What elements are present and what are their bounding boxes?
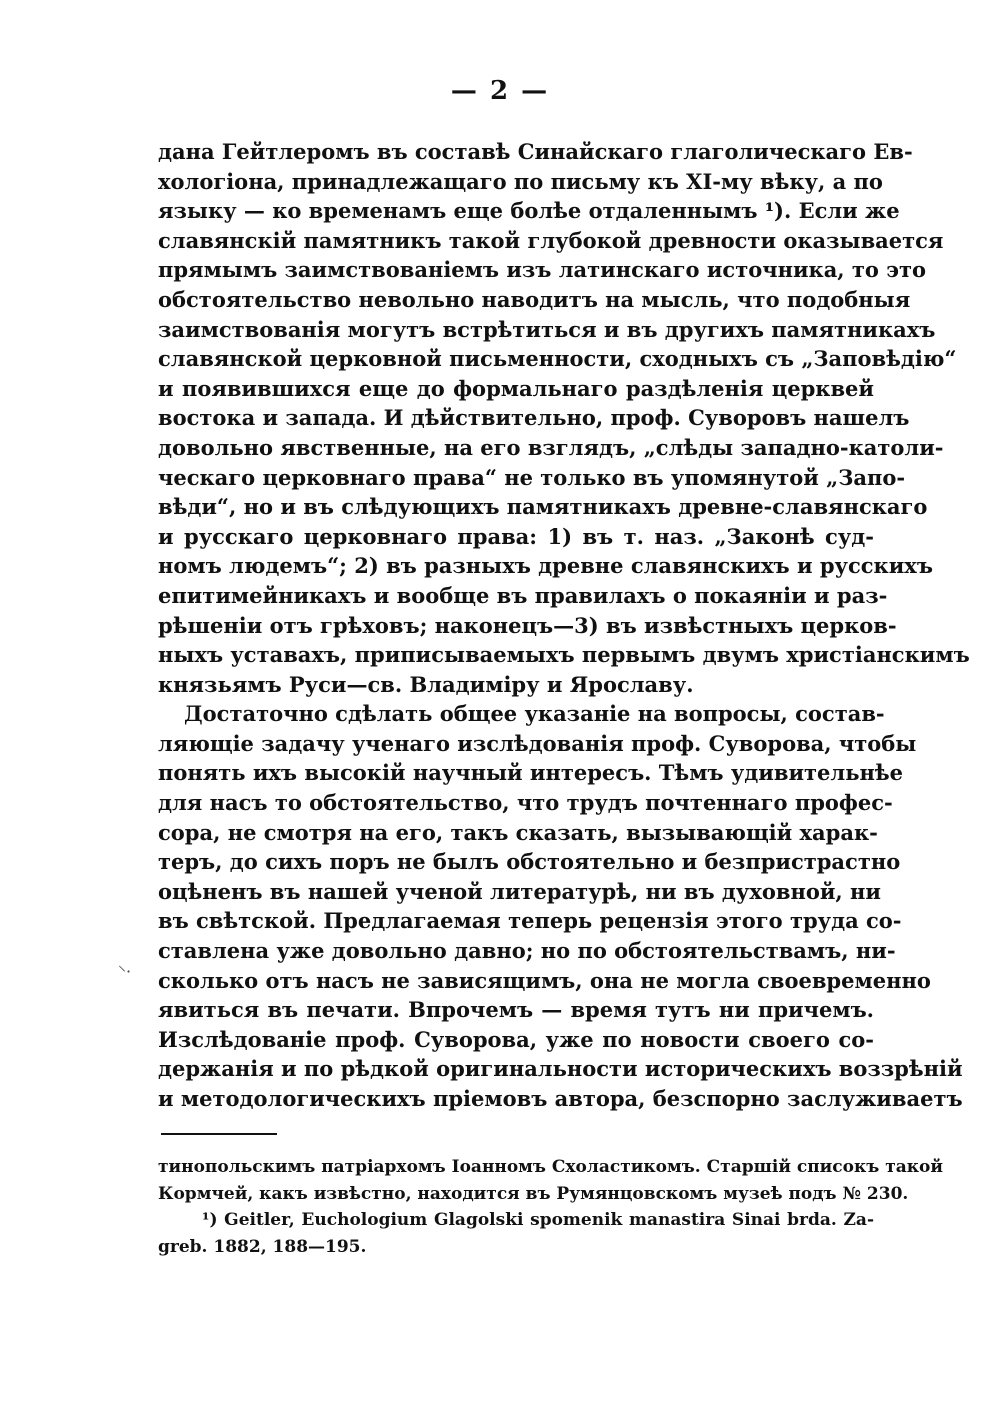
main-text xyxy=(158,137,970,1114)
text-line: сколько отъ насъ не зависящимъ, она не могла своевременно xyxy=(158,967,931,993)
text-line: ческаго церковнаго права“ не только въ упомянутой „Запо- xyxy=(158,464,906,490)
footnote-line: greb. 1882, 188—195. xyxy=(158,1236,367,1257)
text-line: князьямъ Руси—св. Владиміру и Ярославу. xyxy=(158,671,694,697)
text-line: хологіона, принадлежащаго по письму къ XI-му вѣку, а по xyxy=(158,168,883,194)
text-line: славянской церковной письменности, сходныхъ съ „Заповѣдію“ xyxy=(158,346,957,372)
text-line: славянскій памятникъ такой глубокой древности оказывается xyxy=(158,227,944,253)
footnote-rule xyxy=(161,1133,277,1135)
text-line: понять ихъ высокій научный интересъ. Тѣмъ удивительнѣе xyxy=(158,760,903,786)
text-line: епитимейникахъ и вообще въ правилахъ о покаяніи и раз- xyxy=(158,582,888,608)
text-line: явиться въ печати. Впрочемъ — время тутъ ни причемъ. xyxy=(158,997,874,1023)
text-line: обстоятельство невольно наводитъ на мысль, что подобныя xyxy=(158,286,911,312)
footnote-line: тинопольскимъ патріархомъ Іоанномъ Схоластикомъ. Старшій списокъ такой xyxy=(158,1157,943,1177)
text-line: довольно явственные, на его взглядъ, „слѣды западно-католи- xyxy=(158,434,944,460)
text-line: ставлена уже довольно давно; но по обстоятельствамъ, ни- xyxy=(158,938,896,964)
text-line: вѣди“, но и въ слѣдующихъ памятникахъ древне-славянскаго xyxy=(158,494,928,520)
text-line: оцѣненъ въ нашей ученой литературѣ, ни въ духовной, ни xyxy=(158,878,881,904)
footnote-1: ¹) Geitler, Euchologium Glagolski spomenik manastira Sinai brda. Za- xyxy=(202,1210,874,1230)
text-line: сора, не смотря на его, такъ сказать, вызывающій харак- xyxy=(158,819,878,845)
text-line: заимствованія могутъ встрѣтиться и въ другихъ памятникахъ xyxy=(158,316,936,342)
text-line: дана Гейтлеромъ въ составѣ Синайскаго глаголическаго Ев- xyxy=(158,139,913,164)
paragraph-start-line: Достаточно сдѣлать общее указаніе на вопросы, состав- xyxy=(184,701,885,727)
text-line: языку — ко временамъ еще болѣе отдаленнымъ ¹). Если же xyxy=(158,198,900,224)
text-line: ляющіе задачу ученаго изслѣдованія проф. Суворова, чтобы xyxy=(158,730,917,756)
text-line: и методологическихъ пріемовъ автора, безспорно заслуживаетъ xyxy=(158,1086,963,1111)
footnotes xyxy=(158,1154,943,1260)
text-line: ныхъ уставахъ, приписываемыхъ первымъ двумъ христіанскимъ xyxy=(158,642,970,668)
text-line: и русскаго церковнаго права: 1) въ т. наз. „Законѣ суд- xyxy=(158,523,874,549)
text-line: въ свѣтской. Предлагаемая теперь рецензія этого труда со- xyxy=(158,908,902,934)
text-line: рѣшеніи отъ грѣховъ; наконецъ—3) въ извѣстныхъ церков- xyxy=(158,612,897,638)
text-line: для насъ то обстоятельство, что трудъ почтеннаго профес- xyxy=(158,790,893,816)
text-line: теръ, до сихъ поръ не былъ обстоятельно и безпристрастно xyxy=(158,849,901,875)
text-line: востока и запада. И дѣйствительно, проф. Суворовъ нашелъ xyxy=(158,405,910,431)
text-line: прямымъ заимствованіемъ изъ латинскаго источника, то это xyxy=(158,257,927,283)
text-line: и появившихся еще до формальнаго раздѣленія церквей xyxy=(158,375,874,401)
footnote-line: Кормчей, какъ извѣстно, находится въ Румянцовскомъ музеѣ подъ № 230. xyxy=(158,1183,909,1204)
page-number: — 2 — xyxy=(450,76,550,106)
text-line: номъ людемъ“; 2) въ разныхъ древне славянскихъ и русскихъ xyxy=(158,553,933,579)
margin-mark: ⸌· xyxy=(118,962,132,981)
text-line: держанія и по рѣдкой оригинальности историческихъ воззрѣній xyxy=(158,1056,963,1082)
text-line: Изслѣдованіе проф. Суворова, уже по новости своего со- xyxy=(158,1026,874,1052)
